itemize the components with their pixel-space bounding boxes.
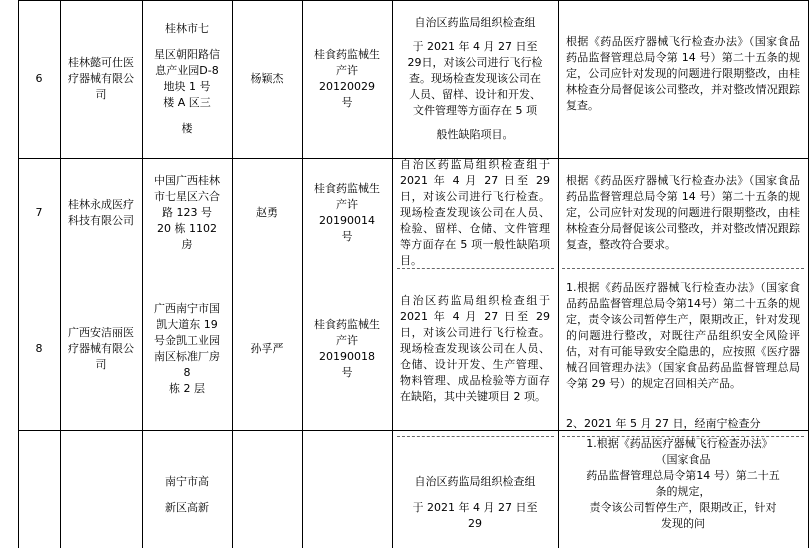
legal-person-text: 杨颖杰 — [250, 72, 284, 86]
address — [142, 430, 232, 548]
license-line: 号 — [341, 95, 353, 109]
license-line: 产许 — [336, 198, 358, 212]
inspection-line: 查。现场检查发现该公司在 — [409, 72, 541, 86]
inspection-line: 人员、留样、设计和开发、 — [409, 87, 541, 101]
address — [142, 0, 232, 158]
license-line: 号 — [341, 365, 353, 379]
license-line: 产许 — [336, 64, 358, 78]
address-line: 市七星区六合 — [154, 190, 220, 204]
license-line: 桂食药监械生 — [314, 182, 380, 196]
address-line: 8 — [183, 365, 191, 379]
address-line: 桂林市七 — [165, 22, 209, 36]
license-number — [302, 0, 392, 158]
inspection-result-text: 自治区药监局组织检查组于 2021 年 4 月 27 日至 29 日，对该公司进行飞行检查。现场检查发现该公司在人员、检验、留样、仓储、文件管理等方面存在 5 项一般性缺陷项目。 — [400, 158, 550, 267]
company-name — [60, 158, 142, 268]
license-line: 20190014 — [319, 214, 375, 227]
address-line: 广西南宁市国 — [154, 302, 220, 316]
row-number — [18, 0, 60, 158]
legal-person-text: 赵勇 — [256, 206, 278, 220]
address-line: 中国广西桂林 — [154, 174, 220, 188]
company-name — [60, 268, 142, 430]
address-line: 南宁市高 — [165, 475, 209, 488]
action-line: 发现的问 — [661, 516, 705, 530]
handling-measures-text: 根据《药品医疗器械飞行检查办法》（国家食品药品监督管理总局令第 14 号）第二十五条的规定，公司应针对发现的问题进行限期整改，由桂林检查分局督促该公司整改，并对整改情况跟踪复查，整改符合要求。 — [566, 174, 800, 251]
inspection-line: 文件管理等方面存在 5 项 — [413, 103, 537, 117]
company-name-text: 广西安洁丽医疗器械有限公司 — [68, 326, 134, 371]
action-line: 条的规定， — [655, 484, 711, 498]
action-line: 药品监督管理总局令第14 号）第二十五 — [586, 468, 780, 482]
handling-measures-tail-text: 2、2021 年 5 月 27 日，经南宁检查分 — [566, 418, 761, 430]
inspection-line: 29 — [467, 516, 482, 530]
address-line: 星区朝阳路信 — [154, 48, 220, 62]
license-line: 20190018 — [319, 350, 375, 363]
address-line: 息产业园D-8 — [155, 64, 219, 78]
address-line: 20 栋 1102 — [157, 221, 217, 235]
handling-measures — [558, 22, 808, 158]
legal-person-text: 孙孚严 — [250, 342, 284, 356]
action-line: 责令该公司暂停生产，限期改正，针对 — [589, 500, 777, 514]
legal-person — [232, 268, 302, 430]
inspection-result-text: 自治区药监局组织检查组于 2021 年 4 月 27 日至 29 日，对该公司进行飞行检查。现场检查发现该公司在人员、仓储、设计开发、生产管理、物料管理、成品检验等方面存在缺陷，其中关键项目 2 项。 — [400, 294, 550, 403]
address-line: 栋 2 层 — [169, 381, 205, 395]
address-line: 路 123 号 — [162, 206, 212, 220]
address-line: 房 — [181, 237, 193, 251]
row-number-text: 8 — [35, 342, 43, 356]
address-line: 凯大道东 19 — [156, 318, 218, 332]
inspection-result — [392, 158, 558, 268]
row-number — [18, 268, 60, 430]
address — [142, 158, 232, 268]
legal-person — [232, 158, 302, 268]
address-line: 楼 — [181, 121, 193, 135]
address-line: 楼 A 区三 — [163, 95, 211, 109]
handling-measures — [558, 268, 808, 418]
inspection-result — [392, 268, 558, 430]
inspection-result — [392, 0, 558, 158]
legal-person — [232, 0, 302, 158]
company-name-text: 桂林懿可仕医疗器械有限公司 — [68, 56, 134, 101]
handling-measures-text: 1.根据《药品医疗器械飞行检查办法》（国家食品药品监督管理总局令第14号）第二十五条的规定，责令该公司暂停生产，限期改正，针对发现的问题进行整改，对既往产品组织安全风险评估，对有可能导致安全隐患的，应按照《医疗器械召回管理办法》（国家食品药品监督管理总局令第 29 号）的规定召回相关产品。 — [566, 281, 800, 390]
license-line: 桂食药监械生 — [314, 48, 380, 62]
row-number — [18, 158, 60, 268]
license-number — [302, 158, 392, 268]
inspection-line: 自治区药监局组织检查组 — [414, 16, 536, 30]
address-line: 南区标准厂房 — [154, 350, 220, 363]
address — [142, 268, 232, 430]
license-line: 20120029 — [319, 80, 375, 93]
row-number-text: 6 — [35, 72, 43, 86]
license-line: 号 — [341, 229, 353, 243]
company-name-text: 桂林永成医疗科技有限公司 — [68, 198, 134, 227]
inspection-line: 般性缺陷项目。 — [436, 127, 514, 141]
license-number — [302, 268, 392, 430]
license-line: 产许 — [336, 334, 358, 348]
address-line: 地块 1 号 — [163, 80, 211, 93]
company-name — [60, 0, 142, 158]
inspection-line: 29日，对该公司进行飞行检 — [407, 56, 543, 70]
license-line: 桂食药监械生 — [314, 318, 380, 332]
inspection-line: 自治区药监局组织检查组 — [414, 475, 536, 488]
handling-measures — [558, 430, 808, 548]
inspection-result — [392, 430, 558, 548]
row-number-text: 7 — [35, 206, 43, 220]
address-line: 新区高新 — [165, 500, 209, 514]
action-line: （国家食品 — [655, 452, 711, 466]
action-line: 1.根据《药品医疗器械飞行检查办法》 — [586, 437, 773, 450]
address-line: 号金凯工业园 — [154, 334, 220, 348]
inspection-line: 于 2021 年 4 月 27 日至 — [412, 500, 538, 514]
handling-measures-tail — [558, 418, 808, 430]
handling-measures — [558, 158, 808, 268]
handling-measures-text: 根据《药品医疗器械飞行检查办法》（国家食品药品监督管理总局令第 14 号）第二十五条的规定，公司应针对发现的问题进行限期整改，由桂林检查分局督促该公司整改，并对整改情况跟踪复查。 — [566, 35, 800, 112]
inspection-line: 于 2021 年 4 月 27 日至 — [412, 40, 538, 54]
